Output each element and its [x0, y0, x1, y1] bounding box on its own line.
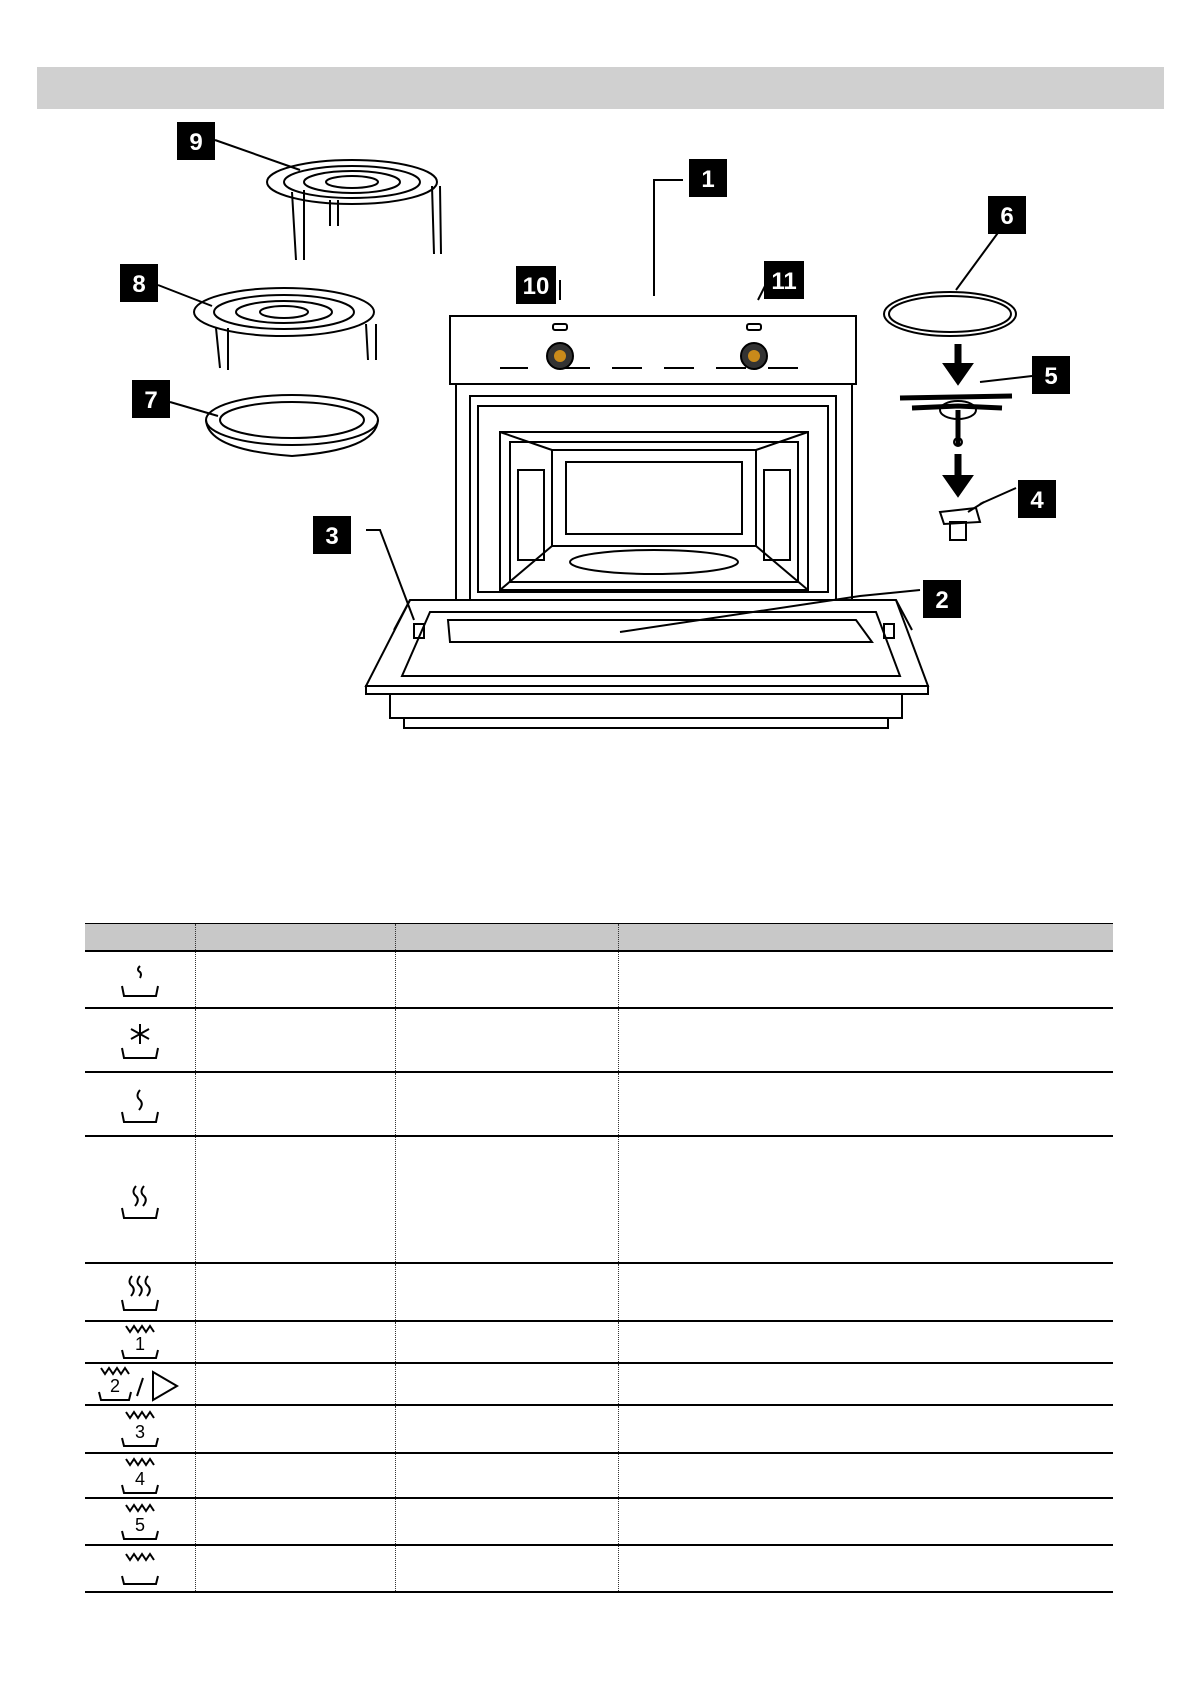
oven-parts-illustration [0, 120, 1191, 740]
callout-8 [120, 264, 158, 302]
svg-text:7: 7 [144, 387, 158, 414]
grill-combi-5-icon [85, 1498, 195, 1545]
header-power [195, 924, 395, 952]
glass-turntable-tray [884, 292, 1016, 336]
oven-parts-diagram [0, 120, 1191, 740]
callout-7 [132, 380, 170, 418]
callout-11 [764, 261, 804, 299]
microwave-medium-low-icon [85, 1072, 195, 1136]
table-row [85, 1008, 1113, 1072]
grill-combi-4-icon [85, 1453, 195, 1498]
svg-text:5: 5 [1044, 363, 1058, 390]
table-row [85, 1453, 1113, 1498]
callout-4 [1018, 480, 1056, 518]
svg-text:9: 9 [189, 129, 203, 156]
svg-text:4: 4 [134, 1468, 145, 1489]
callout-5 [1032, 356, 1070, 394]
svg-text:2: 2 [109, 1376, 120, 1396]
microwave-low-icon [85, 951, 195, 1008]
defrost-icon [85, 1008, 195, 1072]
callout-1 [689, 159, 727, 197]
microwave-high-icon [85, 1263, 195, 1321]
modes-table [85, 923, 1113, 1593]
oven-body [158, 140, 1032, 728]
grill-combi-2-icon [85, 1363, 195, 1405]
high-grill-rack [267, 160, 441, 260]
low-grill-rack [194, 288, 376, 370]
callout-3 [313, 516, 351, 554]
table-row [85, 1321, 1113, 1363]
table-row [85, 1363, 1113, 1405]
table-row [85, 1498, 1113, 1545]
microwave-medium-icon [85, 1136, 195, 1263]
grill-combi-1-icon [85, 1321, 195, 1363]
table-header-row [85, 924, 1113, 952]
header-icon [85, 924, 195, 952]
callout-10 [516, 266, 556, 304]
svg-text:4: 4 [1030, 487, 1044, 514]
table-row [85, 1405, 1113, 1453]
svg-text:8: 8 [132, 271, 146, 298]
header-function [395, 924, 618, 952]
svg-text:6: 6 [1000, 203, 1014, 230]
crisp-plate [206, 395, 378, 456]
svg-text:1: 1 [701, 166, 715, 193]
table-row [85, 1263, 1113, 1321]
table-row [85, 951, 1113, 1008]
table-row [85, 1136, 1113, 1263]
table-row [85, 1545, 1113, 1592]
svg-text:1: 1 [134, 1334, 145, 1354]
roller-ring [900, 396, 1012, 446]
svg-text:10: 10 [522, 273, 550, 300]
callout-9 [177, 122, 215, 160]
grill-combi-3-icon [85, 1405, 195, 1453]
table-row [85, 1072, 1113, 1136]
grill-icon [85, 1545, 195, 1592]
callout-2 [923, 580, 961, 618]
svg-text:3: 3 [325, 523, 339, 550]
svg-text:2: 2 [935, 587, 949, 614]
header-band [37, 67, 1164, 109]
svg-text:5: 5 [134, 1514, 145, 1535]
turntable-coupler [940, 502, 984, 540]
callout-6 [988, 196, 1026, 234]
svg-text:3: 3 [134, 1422, 145, 1442]
svg-text:11: 11 [771, 268, 797, 295]
header-description [618, 924, 1113, 952]
